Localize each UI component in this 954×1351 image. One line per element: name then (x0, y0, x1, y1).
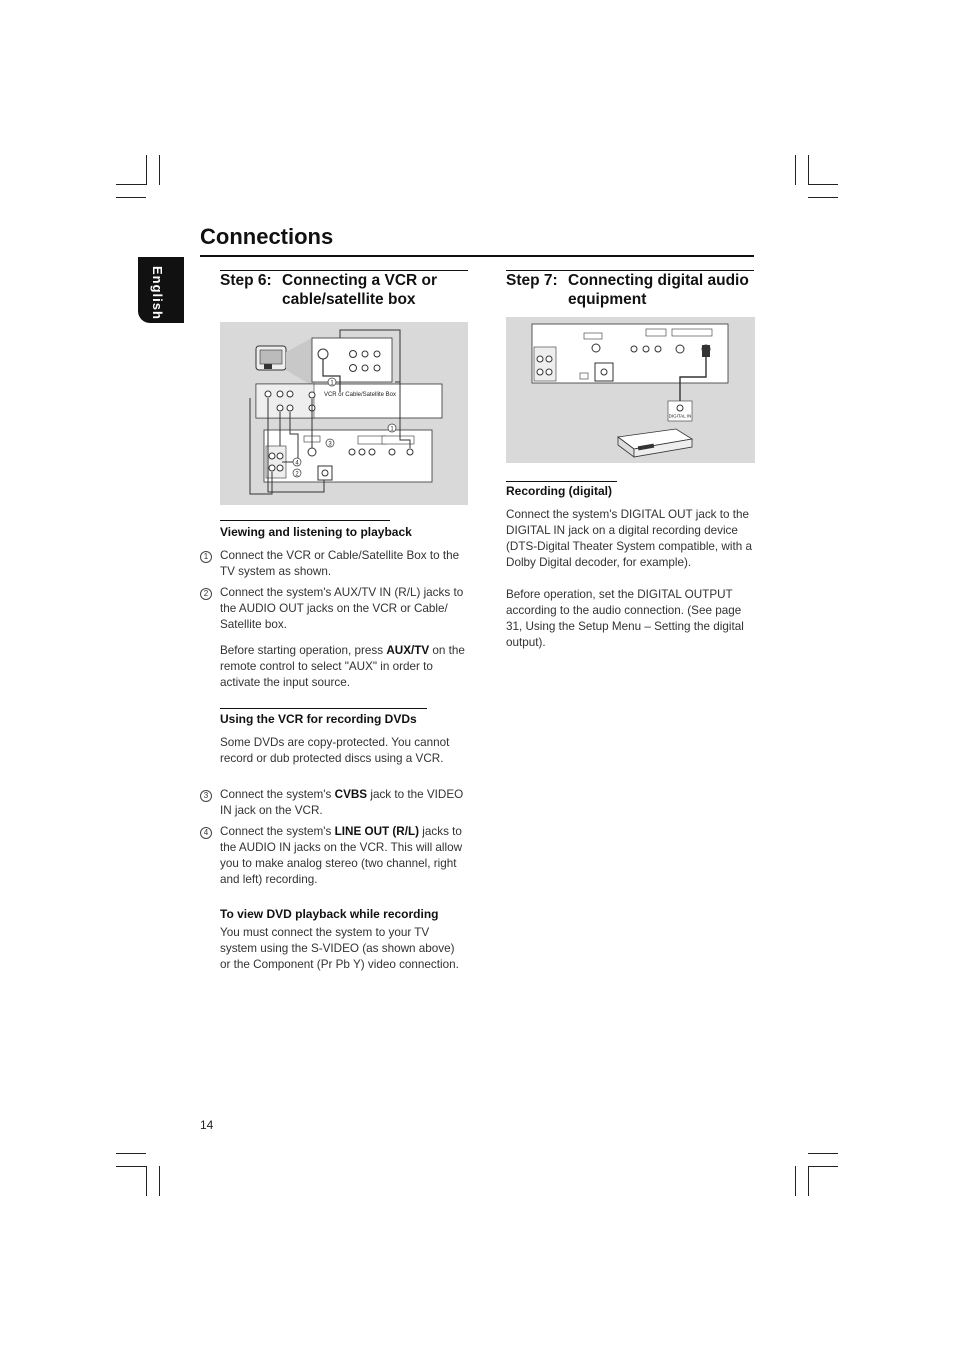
list-number-4: 4 (200, 827, 212, 839)
cvbs-label: CVBS (334, 788, 368, 801)
step7-number: Step 7: (506, 272, 558, 289)
vcr-diagram-svg (220, 322, 468, 505)
recording-digital-para1: Connect the system's DIGITAL OUT jack to the DIGITAL IN jack on a digital recording device (DTS-Digital Theater System compatible, with a Dolby Digital decoder, for example). (506, 508, 752, 569)
view-while-heading: To view DVD playback while recording (220, 907, 439, 921)
list-number-1: 1 (200, 551, 212, 563)
language-tab (138, 257, 184, 323)
viewing-heading: Viewing and listening to playback (220, 525, 412, 539)
note-before: Before starting operation, press (220, 644, 387, 657)
crop-mark (159, 1166, 160, 1196)
crop-mark (146, 155, 147, 185)
crop-mark (808, 197, 838, 198)
crop-mark (808, 184, 838, 185)
crop-mark (808, 1166, 838, 1167)
crop-mark (795, 1166, 796, 1196)
title-rule (200, 255, 754, 257)
recording-digital-para2: Before operation, set the DIGITAL OUTPUT according to the audio connection. (See page 31, Using the Setup Menu – Setting the digital output). (506, 588, 744, 649)
recording-item-4 (220, 824, 466, 888)
digital-audio-diagram (506, 317, 755, 463)
crop-mark (808, 1153, 838, 1154)
step7-heading (506, 271, 756, 311)
viewing-rule (220, 520, 390, 521)
line-out-label: LINE OUT (R/L) (334, 825, 420, 838)
recording-rule (220, 708, 427, 709)
page-number: 14 (200, 1118, 214, 1132)
language-tab-label: English (150, 266, 165, 320)
vcr-connection-diagram (220, 322, 468, 505)
item4-after: jacks to the AUDIO IN jacks on the VCR. This will allow you to make analog stereo (two channel, right and left) recording. (220, 825, 463, 886)
viewing-item-1: Connect the VCR or Cable/Satellite Box to the TV system as shown. (220, 549, 460, 578)
step6-heading-text: Connecting a VCR or cable/satellite box (282, 272, 438, 308)
note-after: on the remote control to select "AUX" in order to activate the input source. (220, 644, 465, 689)
recording-digital-heading: Recording (digital) (506, 484, 612, 498)
viewing-item-2: Connect the system's AUX/TV IN (R/L) jacks to the AUDIO OUT jacks on the VCR or Cable/ Satellite box. (220, 586, 464, 631)
list-number-3: 3 (200, 790, 212, 802)
step7-heading-text: Connecting digital audio equipment (568, 272, 749, 308)
recording-digital-rule (506, 481, 617, 482)
callout-1: 1 (330, 380, 334, 387)
step6-heading (220, 271, 470, 311)
list-number-2: 2 (200, 588, 212, 600)
item3-after: jack to the VIDEO IN jack on the VCR. (220, 788, 464, 817)
recording-heading: Using the VCR for recording DVDs (220, 712, 417, 726)
crop-mark (116, 197, 146, 198)
recording-intro: Some DVDs are copy-protected. You cannot record or dub protected discs using a VCR. (220, 736, 450, 765)
recording-item-3 (220, 787, 466, 819)
digital-in-label: DIGITAL IN (668, 413, 692, 419)
vcr-device-label: VCR or Cable/Satellite Box (323, 392, 397, 398)
view-while-text: You must connect the system to your TV system using the S-VIDEO (as shown above) or the Component (Pr Pb Y) video connection. (220, 926, 459, 971)
item4-before: Connect the system's (220, 825, 335, 838)
crop-mark (808, 1166, 809, 1196)
step6-number: Step 6: (220, 272, 272, 289)
crop-mark (116, 1166, 146, 1167)
page-title: Connections (200, 224, 334, 249)
callout-2: 2 (295, 471, 299, 478)
crop-mark (116, 1153, 146, 1154)
callout-3: 3 (328, 441, 332, 448)
callout-4: 4 (295, 460, 299, 467)
viewing-note (220, 643, 466, 691)
aux-tv-key: AUX/TV (386, 644, 430, 657)
crop-mark (159, 155, 160, 185)
crop-mark (795, 155, 796, 185)
digital-diagram-svg (506, 317, 755, 463)
crop-mark (116, 184, 146, 185)
callout-1-b: 1 (390, 426, 394, 433)
crop-mark (146, 1166, 147, 1196)
crop-mark (808, 155, 809, 185)
item3-before: Connect the system's (220, 788, 335, 801)
